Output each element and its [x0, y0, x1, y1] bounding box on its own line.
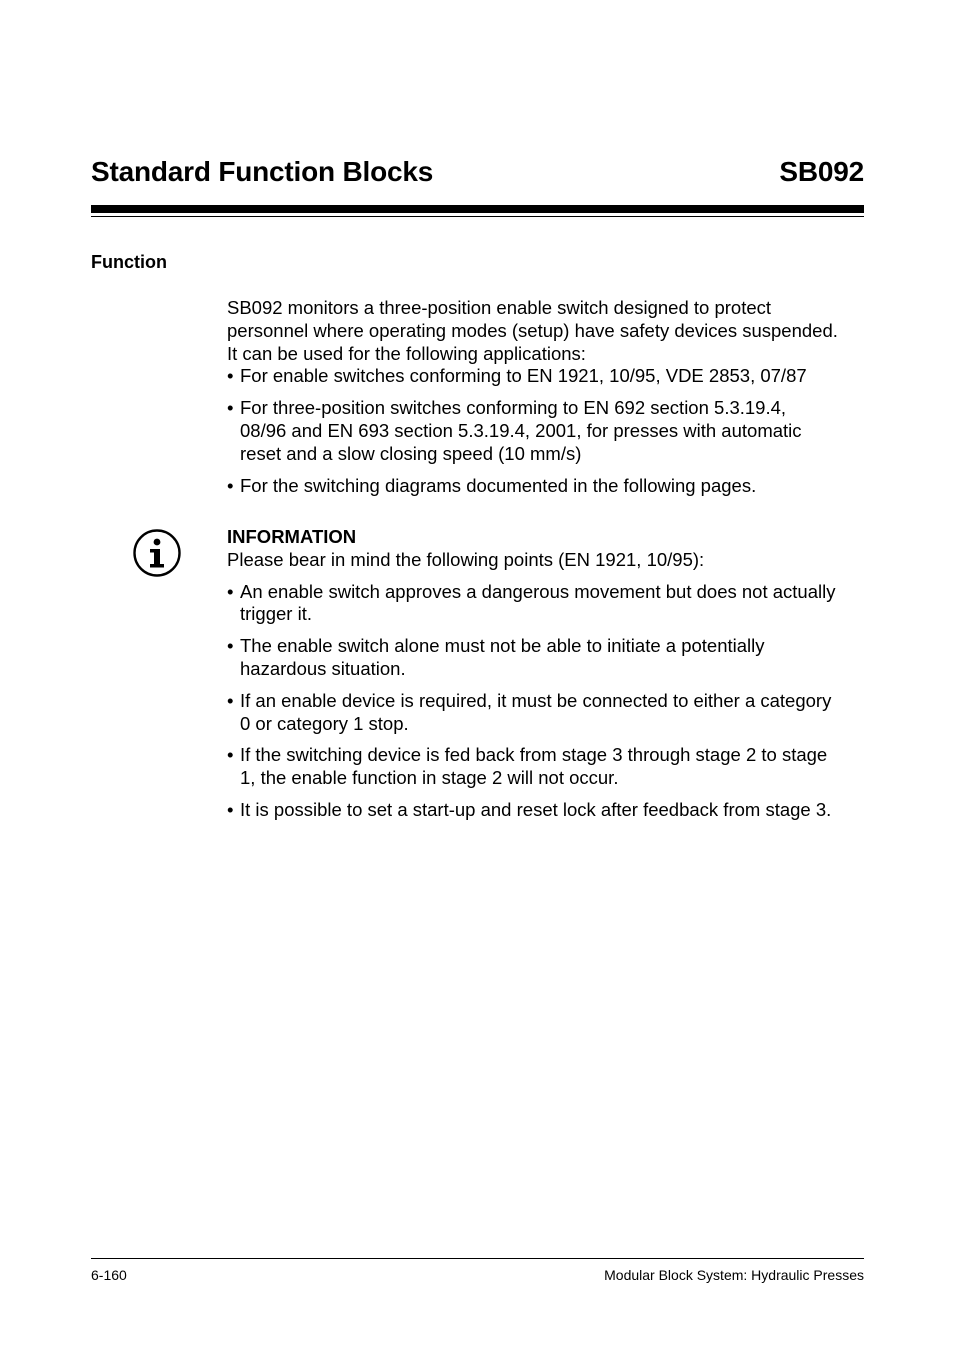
list-item: • The enable switch alone must not be able to initiate a potentially hazardous situation. [227, 635, 867, 681]
footer-rule [91, 1258, 864, 1259]
list-item: • For enable switches conforming to EN 1921, 10/95, VDE 2853, 07/87 [227, 365, 867, 388]
list-item: • It is possible to set a start-up and reset lock after feedback from stage 3. [227, 799, 867, 822]
document-title: Modular Block System: Hydraulic Presses [604, 1267, 864, 1283]
list-item: • For the switching diagrams documented in the following pages. [227, 475, 867, 498]
list-item: • For three-position switches conforming to EN 692 section 5.3.19.4, 08/96 and EN 693 section 5.3.19.4, 2001, for presses with automatic reset and a slow closing speed (10 mm/s) [227, 397, 867, 465]
page-header [91, 150, 864, 194]
list-item: • An enable switch approves a dangerous movement but does not actually trigger it. [227, 581, 867, 627]
intro-line: personnel where operating modes (setup) have safety devices suspended. [227, 319, 838, 341]
information-block [227, 526, 867, 822]
info-icon [133, 529, 181, 577]
list-item: • If an enable device is required, it must be connected to either a category 0 or category 1 stop. [227, 690, 867, 736]
information-lead: Please bear in mind the following points (EN 1921, 10/95): [227, 548, 705, 570]
block-code: SB092 [779, 156, 864, 187]
header-rule-thick [91, 205, 864, 213]
information-title: INFORMATION [227, 526, 357, 547]
list-item: • If the switching device is fed back from stage 3 through stage 2 to stage 1, the enable function in stage 2 will not occur. [227, 744, 867, 790]
page-number: 6-160 [91, 1267, 127, 1283]
header-rule-thin [91, 216, 864, 217]
intro-line: It can be used for the following applications: [227, 342, 586, 364]
intro-line: SB092 monitors a three-position enable switch designed to protect [227, 297, 772, 318]
section-heading: Function [91, 252, 167, 272]
intro-block [227, 297, 867, 497]
intro-paragraph [227, 297, 867, 365]
page-title: Standard Function Blocks [91, 156, 434, 187]
